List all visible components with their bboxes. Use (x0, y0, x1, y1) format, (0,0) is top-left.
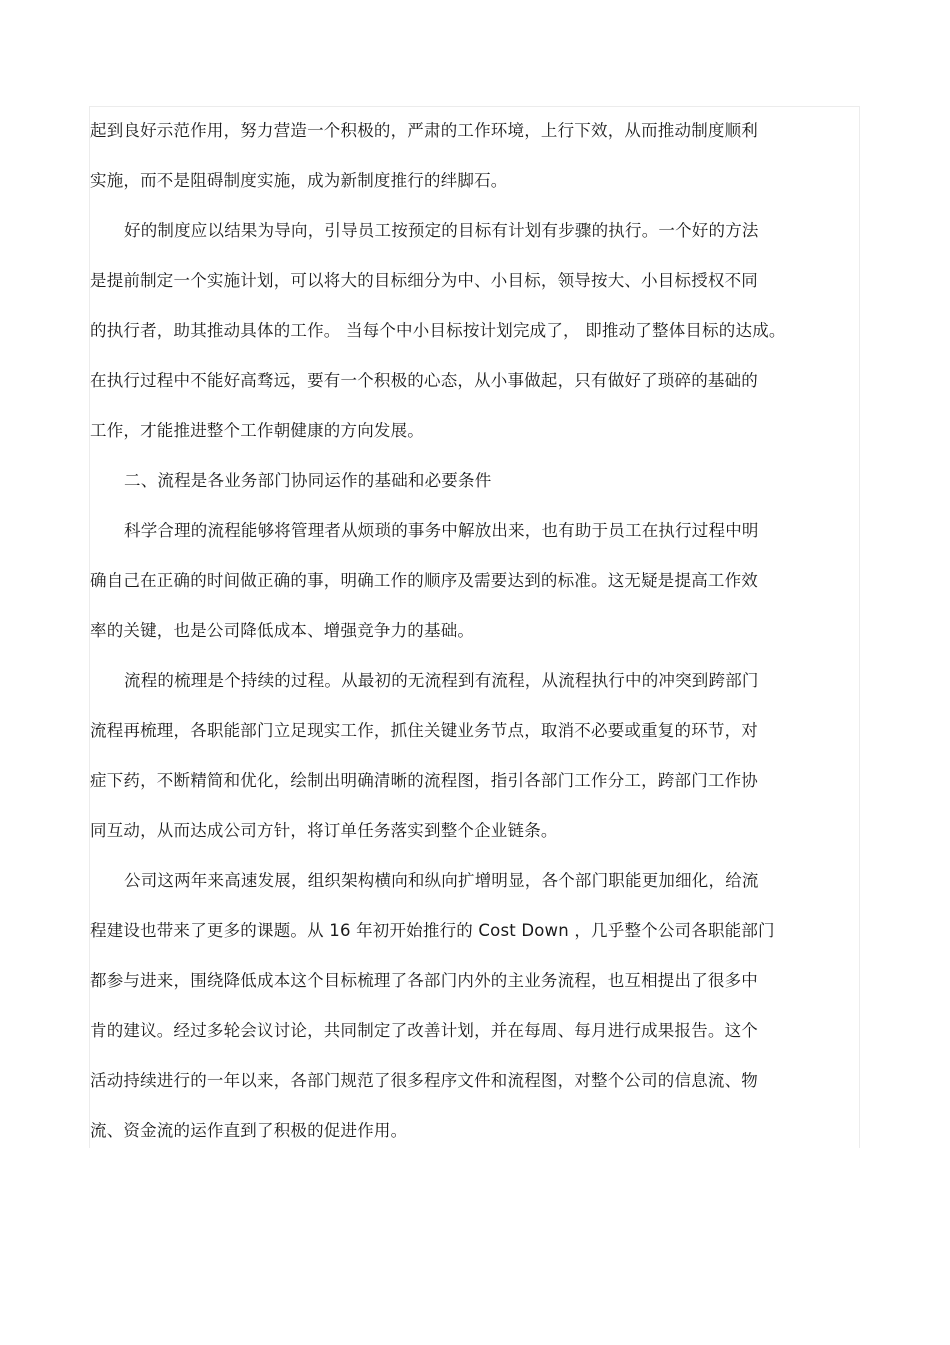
section-heading: 二、流程是各业务部门协同运作的基础和必要条件 (124, 471, 492, 490)
text-line-6: 在执行过程中不能好高骛远，要有一个积极的心态，从小事做起，只有做好了琐碎的基础的 (90, 371, 758, 390)
text-line-1: 起到良好示范作用，努力营造一个积极的，严肃的工作环境，上行下效，从而推动制度顺利 (90, 121, 758, 140)
text-line-16: 公司这两年来高速发展，组织架构横向和纵向扩增明显，各个部门职能更加细化，给流 (124, 871, 759, 890)
text-line-11: 率的关键，也是公司降低成本、增强竞争力的基础。 (90, 621, 475, 640)
text-line-5: 的执行者，助其推动具体的工作。 当每个中小目标按计划完成了， 即推动了整体目标的达成。 (90, 321, 786, 340)
text-line-20: 活动持续进行的一年以来，各部门规范了很多程序文件和流程图，对整个公司的信息流、物 (90, 1071, 758, 1090)
text-line-12: 流程的梳理是个持续的过程。从最初的无流程到有流程，从流程执行中的冲突到跨部门 (124, 671, 759, 690)
text-line-4: 是提前制定一个实施计划，可以将大的目标细分为中、小目标，领导按大、小目标授权不同 (90, 271, 758, 290)
text-line-9: 科学合理的流程能够将管理者从烦琐的事务中解放出来，也有助于员工在执行过程中明 (124, 521, 759, 540)
text-line-14: 症下药，不断精简和优化，绘制出明确清晰的流程图，指引各部门工作分工，跨部门工作协 (90, 771, 758, 790)
text-line-7: 工作，才能推进整个工作朝健康的方向发展。 (90, 421, 424, 440)
text-line-13: 流程再梳理，各职能部门立足现实工作，抓住关键业务节点，取消不必要或重复的环节，对 (90, 721, 758, 740)
document-body (90, 106, 860, 1156)
text-line-15: 同互动，从而达成公司方针，将订单任务落实到整个企业链条。 (90, 821, 558, 840)
text-line-21: 流、资金流的运作直到了积极的促进作用。 (90, 1121, 408, 1140)
text-line-18: 都参与进来，围绕降低成本这个目标梳理了各部门内外的主业务流程，也互相提出了很多中 (90, 971, 758, 990)
text-line-17: 程建设也带来了更多的课题。从 16 年初开始推行的 Cost Down ，几乎整个公司各职能部门 (90, 921, 775, 940)
text-line-10: 确自己在正确的时间做正确的事，明确工作的顺序及需要达到的标准。这无疑是提高工作效 (90, 571, 758, 590)
text-line-2: 实施，而不是阻碍制度实施，成为新制度推行的绊脚石。 (90, 171, 508, 190)
text-line-19: 肯的建议。经过多轮会议讨论，共同制定了改善计划，并在每周、每月进行成果报告。这个 (90, 1021, 758, 1040)
text-line-3: 好的制度应以结果为导向，引导员工按预定的目标有计划有步骤的执行。一个好的方法 (124, 221, 759, 240)
